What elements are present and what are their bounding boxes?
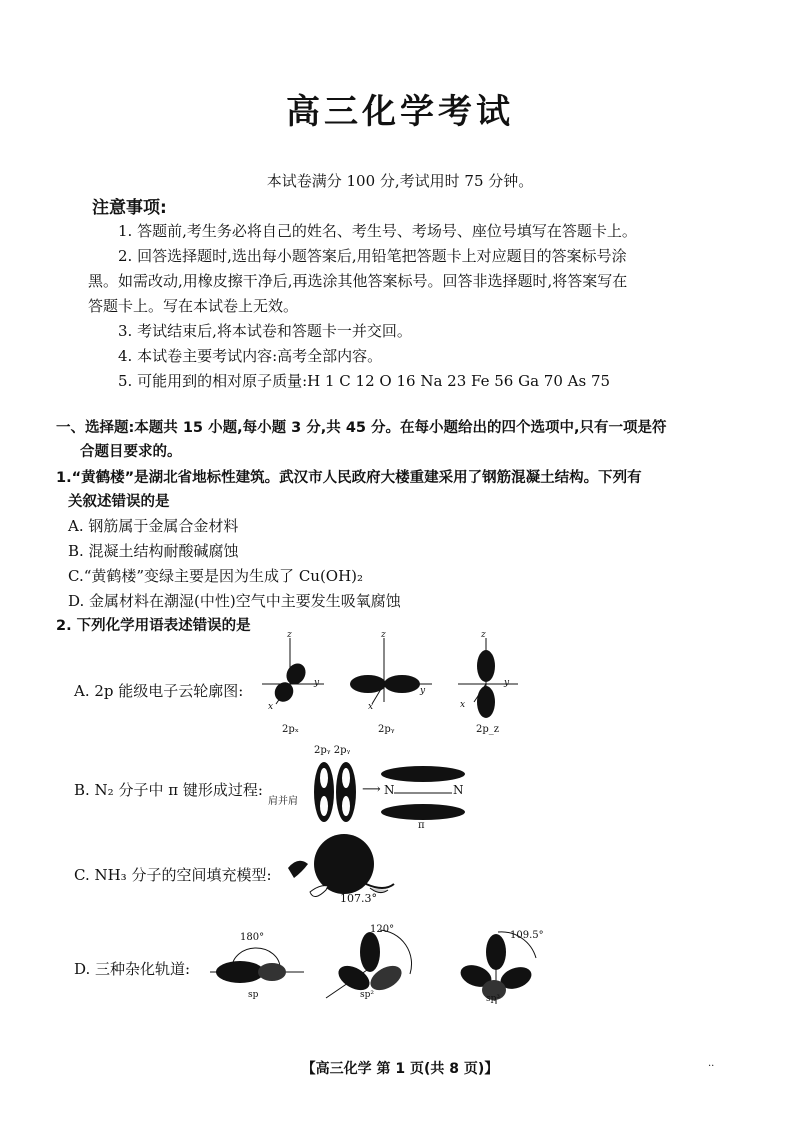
q1-option-d: D. 金属材料在潮湿(中性)空气中主要发生吸氧腐蚀 xyxy=(68,592,401,610)
exam-title: 高三化学考试 xyxy=(286,92,514,132)
q2-stem: 2. 下列化学用语表述错误的是 xyxy=(56,618,251,634)
orbital-label-2px: 2pₓ xyxy=(282,724,300,735)
notice-item-2-cont2: 答题卡上。写在本试卷上无效。 xyxy=(88,297,299,315)
corner-mark: .. xyxy=(708,1058,715,1069)
orbital-label-2pz: 2p_z xyxy=(476,724,500,735)
orbital-2px-figure xyxy=(258,632,328,712)
notice-item-5: 5. 可能用到的相对原子质量:H 1 C 12 O 16 Na 23 Fe 56 Ga 70 As 75 xyxy=(118,372,611,390)
section-heading-line1: 一、选择题:本题共 15 小题,每小题 3 分,共 45 分。在每小题给出的四个选项中,只有一项是符 xyxy=(56,420,667,436)
q1-option-c: C.“黄鹤楼”变绿主要是因为生成了 Cu(OH)₂ xyxy=(68,567,364,585)
orbital-label-2py: 2pᵧ xyxy=(378,724,395,735)
notice-heading: 注意事项: xyxy=(92,198,167,218)
axis-x-label-2: x xyxy=(368,702,374,712)
orbital-2py-figure xyxy=(346,632,436,712)
reaction-arrow-icon: ⟶ xyxy=(362,782,381,797)
nitrogen-left-label: N xyxy=(384,783,395,797)
axis-z-label-3: z xyxy=(481,630,486,640)
notice-item-2: 2. 回答选择题时,选出每小题答案后,用铅笔把答题卡上对应题目的答案标号涂 xyxy=(118,247,627,265)
q2-option-a: A. 2p 能级电子云轮廓图: xyxy=(74,682,244,700)
q2-option-d: D. 三种杂化轨道: xyxy=(74,960,191,978)
nh3-bond-angle-label: 107.3° xyxy=(340,892,377,905)
axis-y-label-2: y xyxy=(420,686,426,696)
sp-hybrid-orbital-figure xyxy=(204,942,308,990)
axis-y-label-3: y xyxy=(504,678,510,688)
axis-x-label-3: x xyxy=(460,700,466,710)
q1-option-b: B. 混凝土结构耐酸碱腐蚀 xyxy=(68,542,239,560)
q2-option-c: C. NH₃ 分子的空间填充模型: xyxy=(74,866,272,884)
axis-z-label-1: z xyxy=(287,630,292,640)
q1-option-a: A. 钢筋属于金属合金材料 xyxy=(68,517,239,535)
sp2-hybrid-orbital-figure xyxy=(324,924,416,1000)
sp2-label: sp² xyxy=(360,990,374,1000)
side-by-side-label: 肩并肩 xyxy=(268,796,298,807)
sp2-angle-label: 120° xyxy=(370,924,395,935)
nitrogen-right-label: N xyxy=(453,783,464,797)
notice-item-1: 1. 答题前,考生务必将自己的姓名、考生号、考场号、座位号填写在答题卡上。 xyxy=(118,222,637,240)
axis-x-label-1: x xyxy=(268,702,274,712)
sp-angle-label: 180° xyxy=(240,932,265,943)
pi-symbol-label: π xyxy=(418,820,425,831)
q1-stem-line2: 关叙述错误的是 xyxy=(68,494,170,510)
pi-orbital-top-label: 2pᵧ 2pᵧ xyxy=(314,745,351,756)
sp3-angle-label: 109.5° xyxy=(510,930,544,941)
notice-item-3: 3. 考试结束后,将本试卷和答题卡一并交回。 xyxy=(118,322,412,340)
notice-item-4: 4. 本试卷主要考试内容:高考全部内容。 xyxy=(118,347,383,365)
q1-stem-line1: 1.“黄鹤楼”是湖北省地标性建筑。武汉市人民政府大楼重建采用了钢筋混凝土结构。下列有 xyxy=(56,470,642,486)
sp-label: sp xyxy=(248,990,259,1000)
axis-y-label-1: y xyxy=(314,678,320,688)
sp3-label: sp³ xyxy=(486,994,500,1004)
axis-z-label-2: z xyxy=(381,630,386,640)
page-footer: 【高三化学 第 1 页(共 8 页)】 xyxy=(301,1061,499,1077)
pi-bond-before-figure xyxy=(306,760,366,824)
q2-option-b: B. N₂ 分子中 π 键形成过程: xyxy=(74,781,263,799)
notice-item-2-cont: 黑。如需改动,用橡皮擦干净后,再选涂其他答案标号。回答非选择题时,将答案写在 xyxy=(88,272,628,290)
exam-subtitle: 本试卷满分 100 分,考试用时 75 分钟。 xyxy=(266,172,534,190)
section-heading-line2: 合题目要求的。 xyxy=(80,444,182,460)
